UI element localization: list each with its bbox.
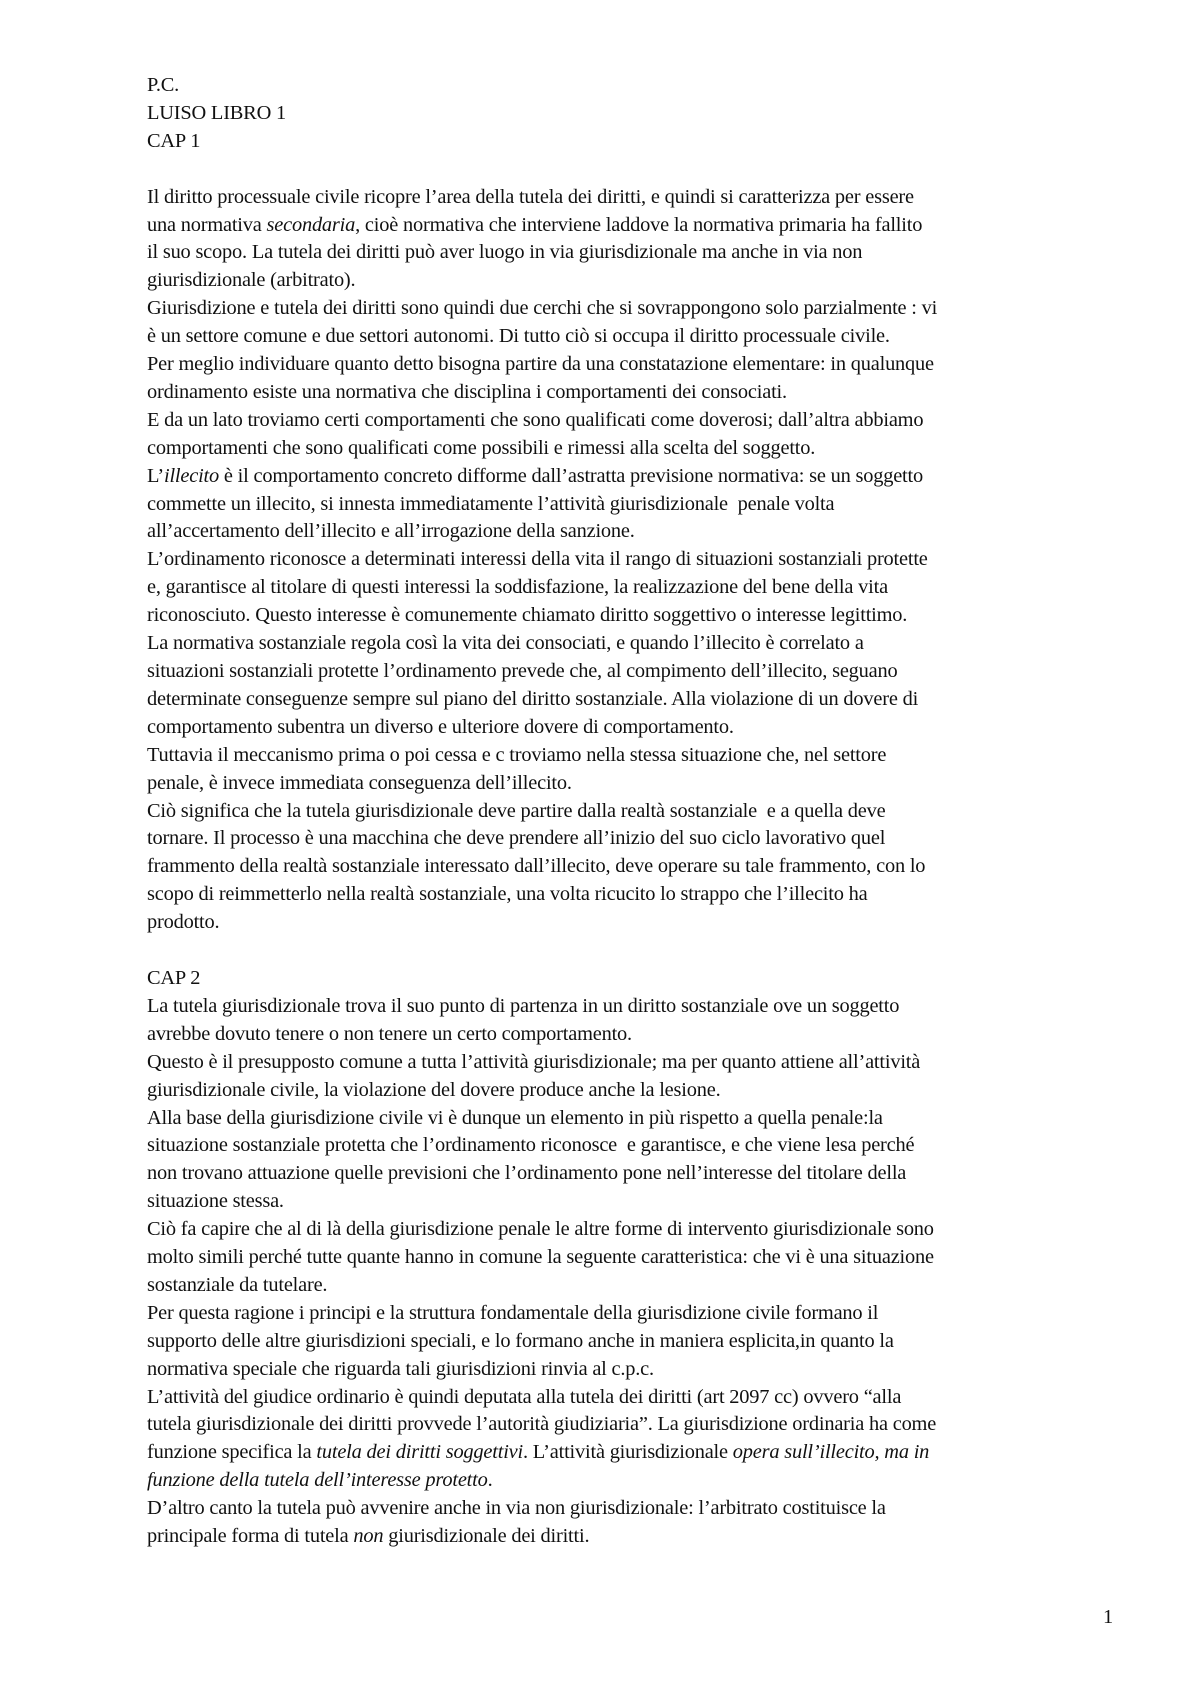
- chapter-2-heading: CAP 2: [147, 966, 201, 989]
- text-line: Ciò significa che la tutela giurisdizionale deve partire dalla realtà sostanziale e a quella deve: [147, 799, 886, 822]
- text-line: tornare. Il processo è una macchina che deve prendere all’inizio del suo ciclo lavorativo quel: [147, 827, 886, 850]
- emphasis: secondaria: [266, 213, 356, 236]
- text-line: ordinamento esiste una normativa che disciplina i comportamenti dei consociati.: [147, 380, 787, 403]
- text-line: commette un illecito, si innesta immediatamente l’attività giurisdizionale penale volta: [147, 492, 835, 515]
- text-line: Per questa ragione i principi e la struttura fondamentale della giurisdizione civile formano il: [147, 1301, 879, 1324]
- emphasis: non: [353, 1525, 384, 1548]
- text-line: determinate conseguenze sempre sul piano del diritto sostanziale. Alla violazione di un dovere di: [147, 687, 919, 710]
- text-line: Il diritto processuale civile ricopre l’area della tutela dei diritti, e quindi si caratterizza per essere: [147, 185, 914, 208]
- text-line: L’attività del giudice ordinario è quindi deputata alla tutela dei diritti (art 2097 cc) ovvero “alla: [147, 1385, 902, 1408]
- text-line: funzione specifica la tutela dei diritti soggettivi. L’attività giurisdizionale opera sull’illecito, ma in: [147, 1441, 930, 1464]
- text-line: avrebbe dovuto tenere o non tenere un certo comportamento.: [147, 1022, 632, 1045]
- text-line: tutela giurisdizionale dei diritti provvede l’autorità giudiziaria”. La giurisdizione ordinaria ha come: [147, 1413, 937, 1436]
- text-line: principale forma di tutela non giurisdizionale dei diritti.: [147, 1525, 590, 1548]
- text-line: L’ordinamento riconosce a determinati interessi della vita il rango di situazioni sostanziali protette: [147, 548, 928, 571]
- text-line: Giurisdizione e tutela dei diritti sono quindi due cerchi che si sovrappongono solo parzialmente : vi: [147, 297, 938, 320]
- page-number: 1: [1103, 1606, 1114, 1628]
- emphasis: tutela dei diritti soggettivi: [316, 1441, 523, 1464]
- chapter-1-text: [147, 184, 1122, 937]
- text-line: supporto delle altre giurisdizioni speciali, e lo formano anche in maniera esplicita,in quanto la: [147, 1329, 894, 1352]
- text-line: una normativa secondaria, cioè normativa che interviene laddove la normativa primaria ha fallito: [147, 213, 923, 236]
- text-line: Questo è il presupposto comune a tutta l’attività giurisdizionale; ma per quanto attiene all’attività: [147, 1050, 921, 1073]
- text-line: normativa speciale che riguarda tali giurisdizioni rinvia al c.p.c.: [147, 1357, 654, 1380]
- text-line: scopo di reimmetterlo nella realtà sostanziale, una volta ricucito lo strappo che l’illecito ha: [147, 883, 868, 906]
- text-line: giurisdizionale civile, la violazione del dovere produce anche la lesione.: [147, 1078, 721, 1101]
- emphasis: illecito: [163, 464, 220, 487]
- document-body: [147, 72, 1122, 1551]
- spacer: [147, 937, 1122, 965]
- chapter-2-text: [147, 965, 1122, 1551]
- text-line: situazioni sostanziali protette l’ordinamento prevede che, al compimento dell’illecito, seguano: [147, 660, 898, 683]
- text-line: non trovano attuazione quelle previsioni che l’ordinamento pone nell’interesse del titolare della: [147, 1162, 907, 1185]
- text-line: Tuttavia il meccanismo prima o poi cessa e c troviamo nella stessa situazione che, nel settore: [147, 743, 887, 766]
- emphasis: funzione della tutela dell’interesse protetto: [147, 1469, 488, 1492]
- text-line: penale, è invece immediata conseguenza dell’illecito.: [147, 771, 572, 794]
- header-initials: P.C.: [147, 74, 180, 96]
- text-line: La normativa sostanziale regola così la vita dei consociati, e quando l’illecito è correlato a: [147, 632, 864, 655]
- text-line: L’illecito è il comportamento concreto difforme dall’astratta previsione normativa: se un soggetto: [147, 464, 923, 487]
- text-line: il suo scopo. La tutela dei diritti può aver luogo in via giurisdizionale ma anche in via non: [147, 241, 863, 264]
- text-line: La tutela giurisdizionale trova il suo punto di partenza in un diritto sostanziale ove un soggetto: [147, 994, 900, 1017]
- text-line: frammento della realtà sostanziale interessato dall’illecito, deve operare su tale frammento, con lo: [147, 855, 926, 878]
- text-line: sostanziale da tutelare.: [147, 1273, 328, 1296]
- text-line: Alla base della giurisdizione civile vi è dunque un elemento in più rispetto a quella penale:la: [147, 1106, 883, 1129]
- text-line: comportamenti che sono qualificati come possibili e rimessi alla scelta del soggetto.: [147, 436, 816, 459]
- text-line: Ciò fa capire che al di là della giurisdizione penale le altre forme di intervento giurisdizionale sono: [147, 1218, 934, 1241]
- text-line: molto simili perché tutte quante hanno in comune la seguente caratteristica: che vi è una situazione: [147, 1246, 934, 1269]
- text-line: è un settore comune e due settori autonomi. Di tutto ciò si occupa il diritto processuale civile.: [147, 325, 890, 348]
- spacer: [147, 156, 1122, 184]
- text-line: e, garantisce al titolare di questi interessi la soddisfazione, la realizzazione del bene della vita: [147, 576, 888, 599]
- text-line: D’altro canto la tutela può avvenire anche in via non giurisdizionale: l’arbitrato costituisce la: [147, 1497, 886, 1520]
- document-header: [147, 72, 1122, 156]
- chapter-1-heading: CAP 1: [147, 129, 201, 152]
- text-line: comportamento subentra un diverso e ulteriore dovere di comportamento.: [147, 715, 734, 738]
- text-line: E da un lato troviamo certi comportamenti che sono qualificati come doverosi; dall’altra abbiamo: [147, 408, 924, 431]
- text-line: giurisdizionale (arbitrato).: [147, 269, 356, 292]
- text-line: all’accertamento dell’illecito e all’irrogazione della sanzione.: [147, 520, 635, 543]
- text-line: prodotto.: [147, 911, 220, 934]
- text-line: situazione stessa.: [147, 1190, 284, 1213]
- header-book-title: LUISO LIBRO 1: [147, 101, 286, 124]
- text-line: situazione sostanziale protetta che l’ordinamento riconosce e garantisce, e che viene lesa perché: [147, 1134, 915, 1157]
- text-line: Per meglio individuare quanto detto bisogna partire da una constatazione elementare: in qualunque: [147, 353, 934, 376]
- text-line: riconosciuto. Questo interesse è comunemente chiamato diritto soggettivo o interesse legittimo.: [147, 604, 908, 627]
- emphasis: opera sull’illecito, ma in: [732, 1441, 930, 1464]
- text-line: funzione della tutela dell’interesse protetto.: [147, 1469, 493, 1492]
